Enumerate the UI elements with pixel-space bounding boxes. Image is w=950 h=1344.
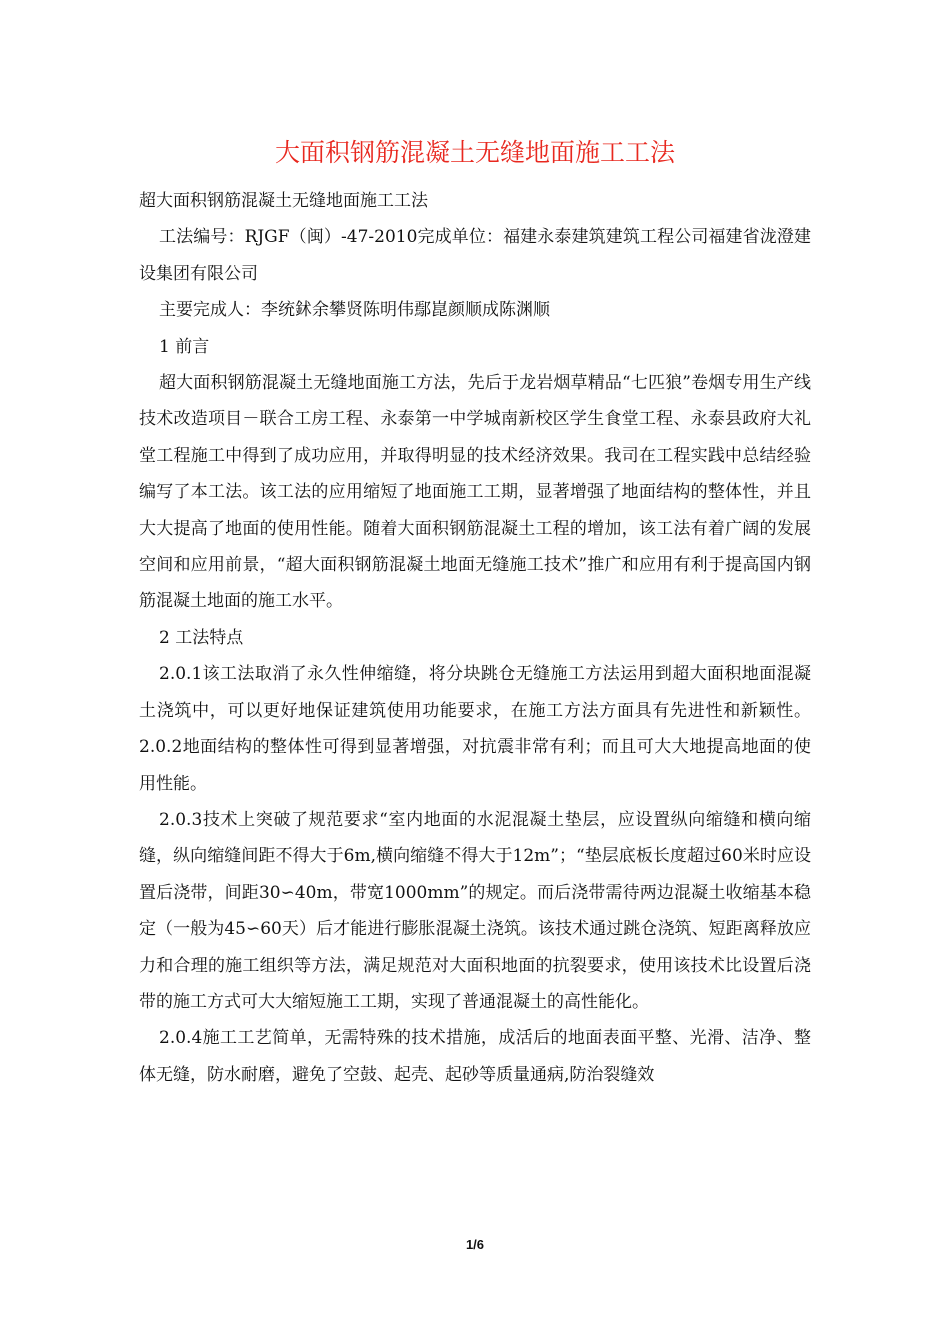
document-body [139,183,811,1093]
section-heading-features: 2 工法特点 [159,627,244,648]
paragraph-authors: 主要完成人：李统鉥余攀贤陈明伟鄢崑颜顺成陈渊顺 [159,300,550,321]
paragraph-foreword: 超大面积钢筋混凝土无缝地面施工方法，先后于龙岩烟草精品“七匹狼”卷烟专用生产线技术改造项目－联合工房工程、永泰第一中学城南新校区学生食堂工程、永泰县政府大礼堂工程施工中得到了成功应用，并取得明显的技术经济效果。我司在工程实践中总结经验编写了本工法。该工法的应用缩短了地面施工工期，显著增强了地面结构的整体性，并且大大提高了地面的使用性能。随着大面积钢筋混凝土工程的增加，该工法有着广阔的发展空间和应用前景，“超大面积钢筋混凝土地面无缝施工技术”推广和应用有利于提高国内钢筋混凝土地面的施工水平。 [139,373,811,612]
section-heading-foreword: 1 前言 [159,336,210,357]
page-number: 1/6 [465,1237,485,1252]
paragraph-subtitle: 超大面积钢筋混凝土无缝地面施工工法 [139,191,428,211]
paragraph-feature-2-0-4: 2.0.4施工工艺简单，无需特殊的技术措施，成活后的地面表面平整、光滑、洁净、整体无缝，防水耐磨，避免了空鼓、起壳、起砂等质量通病,防治裂缝效 [139,1028,811,1085]
paragraph-feature-2-0-1: 2.0.1该工法取消了永久性伸缩缝，将分块跳仓无缝施工方法运用到超大面积地面混凝土浇筑中，可以更好地保证建筑使用功能要求，在施工方法方面具有先进性和新颖性。2.0.2地面结构的整体性可得到显著增强，对抗震非常有利；而且可大大地提高地面的使用性能。 [139,664,811,794]
paragraph-feature-2-0-3: 2.0.3技术上突破了规范要求“室内地面的水泥混凝土垫层，应设置纵向缩缝和横向缩缝，纵向缩缝间距不得大于6m,横向缩缝不得大于12m”；“垫层底板长度超过60米时应设置后浇带，间距30∽40m，带宽1000mm”的规定。而后浇带需待两边混凝土收缩基本稳定（一般为45∽60天）后才能进行膨胀混凝土浇筑。该技术通过跳仓浇筑、短距离释放应力和合理的施工组织等方法，满足规范对大面积地面的抗裂要求，使用该技术比设置后浇带的施工方式可大大缩短施工工期，实现了普通混凝土的高性能化。 [139,809,811,1012]
paragraph-method-number: 工法编号：RJGF（闽）-47-2010完成单位：福建永泰建筑建筑工程公司福建省泷澄建设集团有限公司 [139,227,811,284]
document-title: 大面积钢筋混凝土无缝地面施工工法 [274,138,675,167]
